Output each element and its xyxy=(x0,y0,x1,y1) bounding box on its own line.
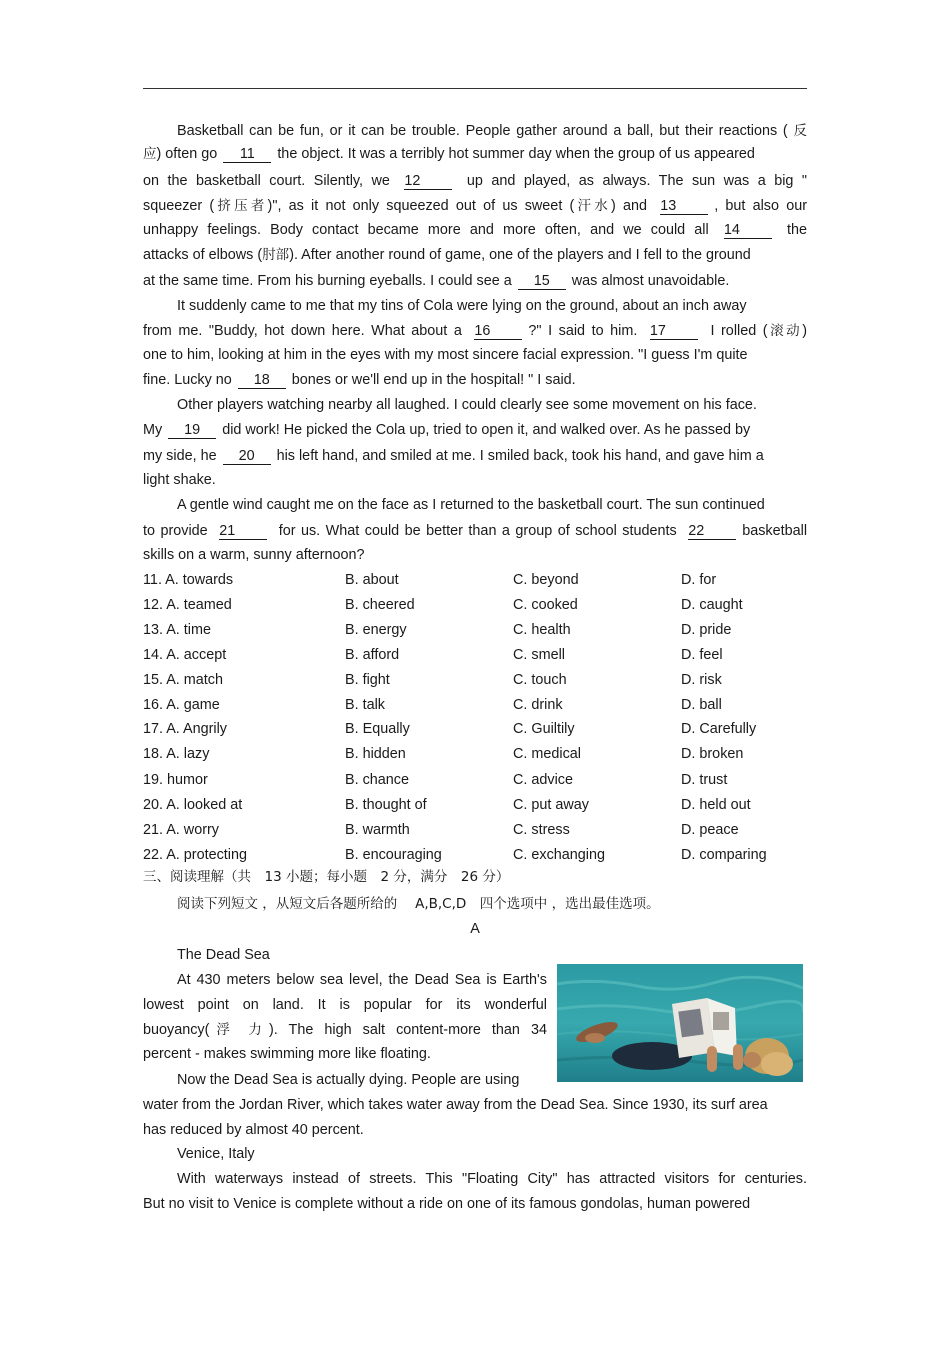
section-instruction: 阅读下列短文 ，从短文后各题所给的 A,B,C,D 四个选项中 ，选出最佳选项。 xyxy=(177,896,660,912)
option-b: B. Equally xyxy=(345,721,410,737)
passage-line: attacks of elbows (肘部). After another round of game, one of the players and I fell to the ground xyxy=(143,247,751,263)
option-c: C. drink xyxy=(513,697,563,713)
passage-line: Other players watching nearby all laughed. I could clearly see some movement on his face. xyxy=(177,397,757,413)
passage-line: my side, he 20 his left hand, and smiled at me. I smiled back, took his hand, and gave him a xyxy=(143,448,764,464)
option-c: C. exchanging xyxy=(513,847,606,863)
article-line: lowest point on land. It is popular for its wonderful xyxy=(143,997,547,1013)
option-b: B. hidden xyxy=(345,746,406,762)
passage-line: unhappy feelings. Body contact became more and more often, and we could all 14 the xyxy=(143,222,808,238)
blank-18: 18 xyxy=(238,373,286,389)
header-rule xyxy=(143,88,807,89)
option-d: D. Carefully xyxy=(681,721,757,737)
option-a: 17. A. Angrily xyxy=(143,721,227,737)
blank-14: 14 xyxy=(724,223,772,239)
article-line: water from the Jordan River, which takes water away from the Dead Sea. Since 1930, its surf area xyxy=(143,1097,768,1113)
option-b: B. warmth xyxy=(345,822,410,838)
option-c: C. put away xyxy=(513,797,589,813)
option-b: B. about xyxy=(345,572,399,588)
option-a: 13. A. time xyxy=(143,622,211,638)
option-a: 15. A. match xyxy=(143,672,223,688)
article-line: has reduced by almost 40 percent. xyxy=(143,1122,364,1138)
option-b: B. fight xyxy=(345,672,390,688)
option-b: B. energy xyxy=(345,622,407,638)
passage-line: on the basketball court. Silently, we 12 up and played, as always. The sun was a big " xyxy=(143,173,807,189)
article-line: At 430 meters below sea level, the Dead Sea is Earth's xyxy=(177,972,547,988)
article-title: The Dead Sea xyxy=(177,947,270,963)
option-a: 14. A. accept xyxy=(143,647,227,663)
blank-21: 21 xyxy=(219,524,267,540)
option-c: C. cooked xyxy=(513,597,578,613)
passage-line: It suddenly came to me that my tins of Cola were lying on the ground, about an inch away xyxy=(177,298,747,314)
option-d: D. ball xyxy=(681,697,722,713)
article-line: Now the Dead Sea is actually dying. People are using xyxy=(177,1072,520,1088)
option-c: C. advice xyxy=(513,772,573,788)
article-line: But no visit to Venice is complete without a ride on one of its famous gondolas, human powered xyxy=(143,1196,751,1212)
option-a: 11. A. towards xyxy=(143,572,234,588)
option-b: B. talk xyxy=(345,697,385,713)
passage-line: from me. "Buddy, hot down here. What about a 16 ?" I said to him. 17 I rolled (滚动) xyxy=(143,323,808,339)
article-title: Venice, Italy xyxy=(177,1146,255,1162)
passage-line: My 19 did work! He picked the Cola up, tried to open it, and walked over. As he passed by xyxy=(143,422,751,438)
option-c: C. Guiltily xyxy=(513,721,575,737)
option-d: D. held out xyxy=(681,797,751,813)
option-d: D. trust xyxy=(681,772,728,788)
passage-line: to provide 21 for us. What could be better than a group of school students 22 basketball xyxy=(143,523,808,539)
passage-line: fine. Lucky no 18 bones or we'll end up in the hospital! " I said. xyxy=(143,372,576,388)
passage-line: A gentle wind caught me on the face as I returned to the basketball court. The sun continued xyxy=(177,497,765,513)
option-d: D. comparing xyxy=(681,847,767,863)
passage-line: squeezer (挤压者)", as it not only squeezed out of us sweet (汗水) and 13 , but also our xyxy=(143,198,808,214)
option-b: B. chance xyxy=(345,772,409,788)
passage-line: at the same time. From his burning eyeballs. I could see a 15 was almost unavoidable. xyxy=(143,273,730,289)
option-b: B. afford xyxy=(345,647,400,663)
option-a: 12. A. teamed xyxy=(143,597,232,613)
passage-line: 应) often go 11 the object. It was a terribly hot summer day when the group of us appeared xyxy=(143,146,755,162)
article-line: percent - makes swimming more like floating. xyxy=(143,1046,431,1062)
option-d: D. broken xyxy=(681,746,744,762)
blank-15: 15 xyxy=(518,274,566,290)
option-b: B. encouraging xyxy=(345,847,442,863)
blank-17: 17 xyxy=(650,324,698,340)
passage-line: one to him, looking at him in the eyes with my most sincere facial expression. "I guess I'm quite xyxy=(143,347,748,363)
option-c: C. touch xyxy=(513,672,567,688)
option-d: D. risk xyxy=(681,672,722,688)
blank-22: 22 xyxy=(688,524,736,540)
option-c: C. beyond xyxy=(513,572,579,588)
option-d: D. caught xyxy=(681,597,743,613)
option-d: D. feel xyxy=(681,647,723,663)
section-heading: 三、阅读理解（共 13 小题；每小题 2 分，满分 26 分） xyxy=(143,869,510,885)
blank-16: 16 xyxy=(474,324,522,340)
option-c: C. smell xyxy=(513,647,565,663)
option-a: 16. A. game xyxy=(143,697,220,713)
option-d: D. pride xyxy=(681,622,732,638)
dead-sea-photo xyxy=(557,964,803,1082)
blank-20: 20 xyxy=(223,449,271,465)
option-a: 20. A. looked at xyxy=(143,797,243,813)
part-label: A xyxy=(470,921,480,937)
blank-12: 12 xyxy=(404,174,452,190)
option-b: B. cheered xyxy=(345,597,415,613)
option-a: 21. A. worry xyxy=(143,822,219,838)
option-c: C. stress xyxy=(513,822,570,838)
passage-line: Basketball can be fun, or it can be trouble. People gather around a ball, but their reactions ( 反 xyxy=(177,123,807,139)
option-b: B. thought of xyxy=(345,797,427,813)
blank-11: 11 xyxy=(223,147,271,163)
option-c: C. health xyxy=(513,622,571,638)
option-c: C. medical xyxy=(513,746,581,762)
article-line: With waterways instead of streets. This "Floating City" has attracted visitors for centuries. xyxy=(177,1171,807,1187)
passage-line: skills on a warm, sunny afternoon? xyxy=(143,547,365,563)
option-d: D. for xyxy=(681,572,717,588)
passage-line: light shake. xyxy=(143,472,216,488)
option-a: 22. A. protecting xyxy=(143,847,248,863)
blank-19: 19 xyxy=(168,423,216,439)
blank-13: 13 xyxy=(660,199,708,215)
option-a: 19. humor xyxy=(143,772,208,788)
article-line: buoyancy(浮 力). The high salt content-more than 34 xyxy=(143,1022,548,1038)
option-a: 18. A. lazy xyxy=(143,746,210,762)
option-d: D. peace xyxy=(681,822,739,838)
